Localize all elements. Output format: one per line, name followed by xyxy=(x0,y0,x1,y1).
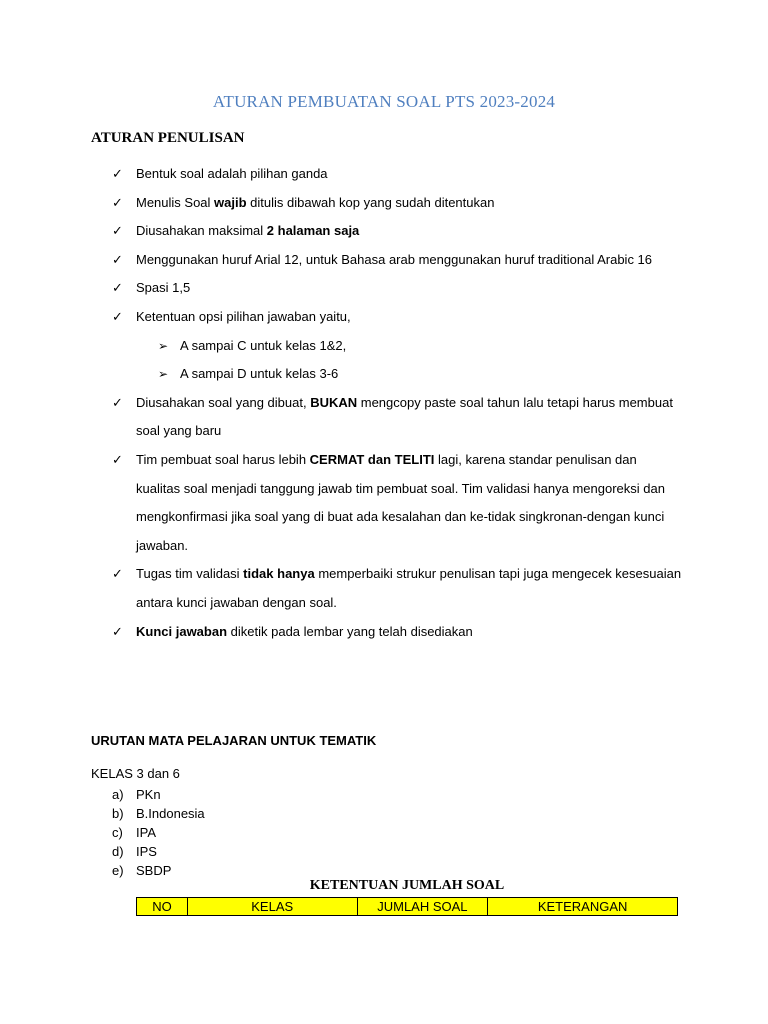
rule-item xyxy=(112,446,682,560)
section-title-penulisan: ATURAN PENULISAN xyxy=(91,130,245,146)
checkmark-icon: ✓ xyxy=(112,194,123,210)
rule-text: memperbaiki strukur penulisan tapi juga mengecek kesesuaian antara kunci jawaban dengan soal. xyxy=(136,566,682,610)
subject-name: SBDP xyxy=(136,863,172,878)
section-title-ketentuan: KETENTUAN JUMLAH SOAL xyxy=(309,878,505,893)
rule-text: Diusahakan soal yang dibuat, xyxy=(136,394,311,410)
subject-marker: e) xyxy=(112,863,124,878)
sub-rule-item xyxy=(112,332,682,361)
subject-item xyxy=(112,823,205,842)
rule-item xyxy=(112,189,682,218)
checkmark-icon: ✓ xyxy=(112,251,123,267)
checkmark-icon: ✓ xyxy=(112,308,123,324)
rule-text-bold: BUKAN xyxy=(310,394,358,410)
table-header-no: NO xyxy=(137,898,188,916)
subject-marker: b) xyxy=(112,806,124,821)
rule-text-bold: tidak hanya xyxy=(243,566,315,582)
rule-item xyxy=(112,618,682,647)
rule-item xyxy=(112,217,682,246)
kelas-label: KELAS 3 dan 6 xyxy=(91,766,180,781)
subject-marker: a) xyxy=(112,787,124,802)
subject-name: PKn xyxy=(136,787,161,802)
rule-text: Ketentuan opsi pilihan jawaban yaitu, xyxy=(136,308,351,324)
rule-text: ditulis dibawah kop yang sudah ditentukan xyxy=(246,194,495,210)
table-header-kelas: KELAS xyxy=(187,898,357,916)
table-header-jumlah-soal: JUMLAH SOAL xyxy=(357,898,488,916)
rule-text: Menggunakan huruf Arial 12, untuk Bahasa arab menggunakan huruf traditional Arabic 16 xyxy=(136,251,653,267)
checkmark-icon: ✓ xyxy=(112,166,123,181)
arrow-bullet-icon: ➢ xyxy=(158,338,169,353)
checkmark-icon: ✓ xyxy=(112,280,123,296)
subject-item xyxy=(112,785,205,804)
subject-name: IPA xyxy=(136,825,156,840)
section-title-urutan: URUTAN MATA PELAJARAN UNTUK TEMATIK xyxy=(91,733,377,748)
subjects-list xyxy=(112,785,205,880)
rule-item xyxy=(112,274,682,303)
rule-text: mengcopy paste soal tahun lalu tetapi harus membuat soal yang baru xyxy=(136,394,673,439)
sub-rule-text: A sampai C untuk kelas 1&2, xyxy=(180,337,347,353)
subject-marker: c) xyxy=(112,825,123,840)
rule-text: Tugas tim validasi xyxy=(136,566,244,582)
ketentuan-table xyxy=(136,897,678,916)
rule-text: Menulis Soal xyxy=(136,194,215,210)
subject-name: IPS xyxy=(136,844,157,859)
rule-text: lagi, karena standar penulisan dan kualitas soal menjadi tanggung jawab tim pembuat soal. Tim validasi hanya mengoreksi dan mengkonfirmasi jika soal yang di buat ada kesalahan dan ke-tidak singkronan-dengan kunci jawaban. xyxy=(136,451,665,553)
arrow-bullet-icon: ➢ xyxy=(158,367,169,382)
rule-text: Tim pembuat soal harus lebih xyxy=(136,451,310,467)
document-title: ATURAN PEMBUATAN SOAL PTS 2023-2024 xyxy=(212,92,556,111)
rule-item xyxy=(112,303,682,332)
subject-item xyxy=(112,842,205,861)
rule-text-bold: Kunci jawaban xyxy=(136,623,228,639)
checkmark-icon: ✓ xyxy=(112,623,123,639)
rule-text: diketik pada lembar yang telah disediakan xyxy=(227,623,473,639)
checkmark-icon: ✓ xyxy=(112,223,123,239)
rule-item xyxy=(112,389,682,446)
checkmark-icon: ✓ xyxy=(112,566,123,582)
rule-text: Bentuk soal adalah pilihan ganda xyxy=(136,166,328,181)
sub-rule-text: A sampai D untuk kelas 3-6 xyxy=(180,366,339,382)
rule-text: Diusahakan maksimal xyxy=(136,223,267,239)
subject-marker: d) xyxy=(112,844,124,859)
sub-rule-item xyxy=(112,360,682,389)
rule-item xyxy=(112,246,682,275)
rule-item xyxy=(112,560,682,617)
table-header-row xyxy=(137,898,678,916)
rules-list xyxy=(112,160,682,646)
rule-text-bold: CERMAT dan TELITI xyxy=(309,451,435,467)
checkmark-icon: ✓ xyxy=(112,394,123,410)
rule-item xyxy=(112,160,682,189)
subject-item xyxy=(112,804,205,823)
table-header-keterangan: KETERANGAN xyxy=(488,898,678,916)
rule-text-bold: wajib xyxy=(214,194,247,210)
checkmark-icon: ✓ xyxy=(112,451,123,467)
rule-text: Spasi 1,5 xyxy=(136,280,191,296)
subject-name: B.Indonesia xyxy=(136,806,205,821)
rule-text-bold: 2 halaman saja xyxy=(266,223,360,239)
